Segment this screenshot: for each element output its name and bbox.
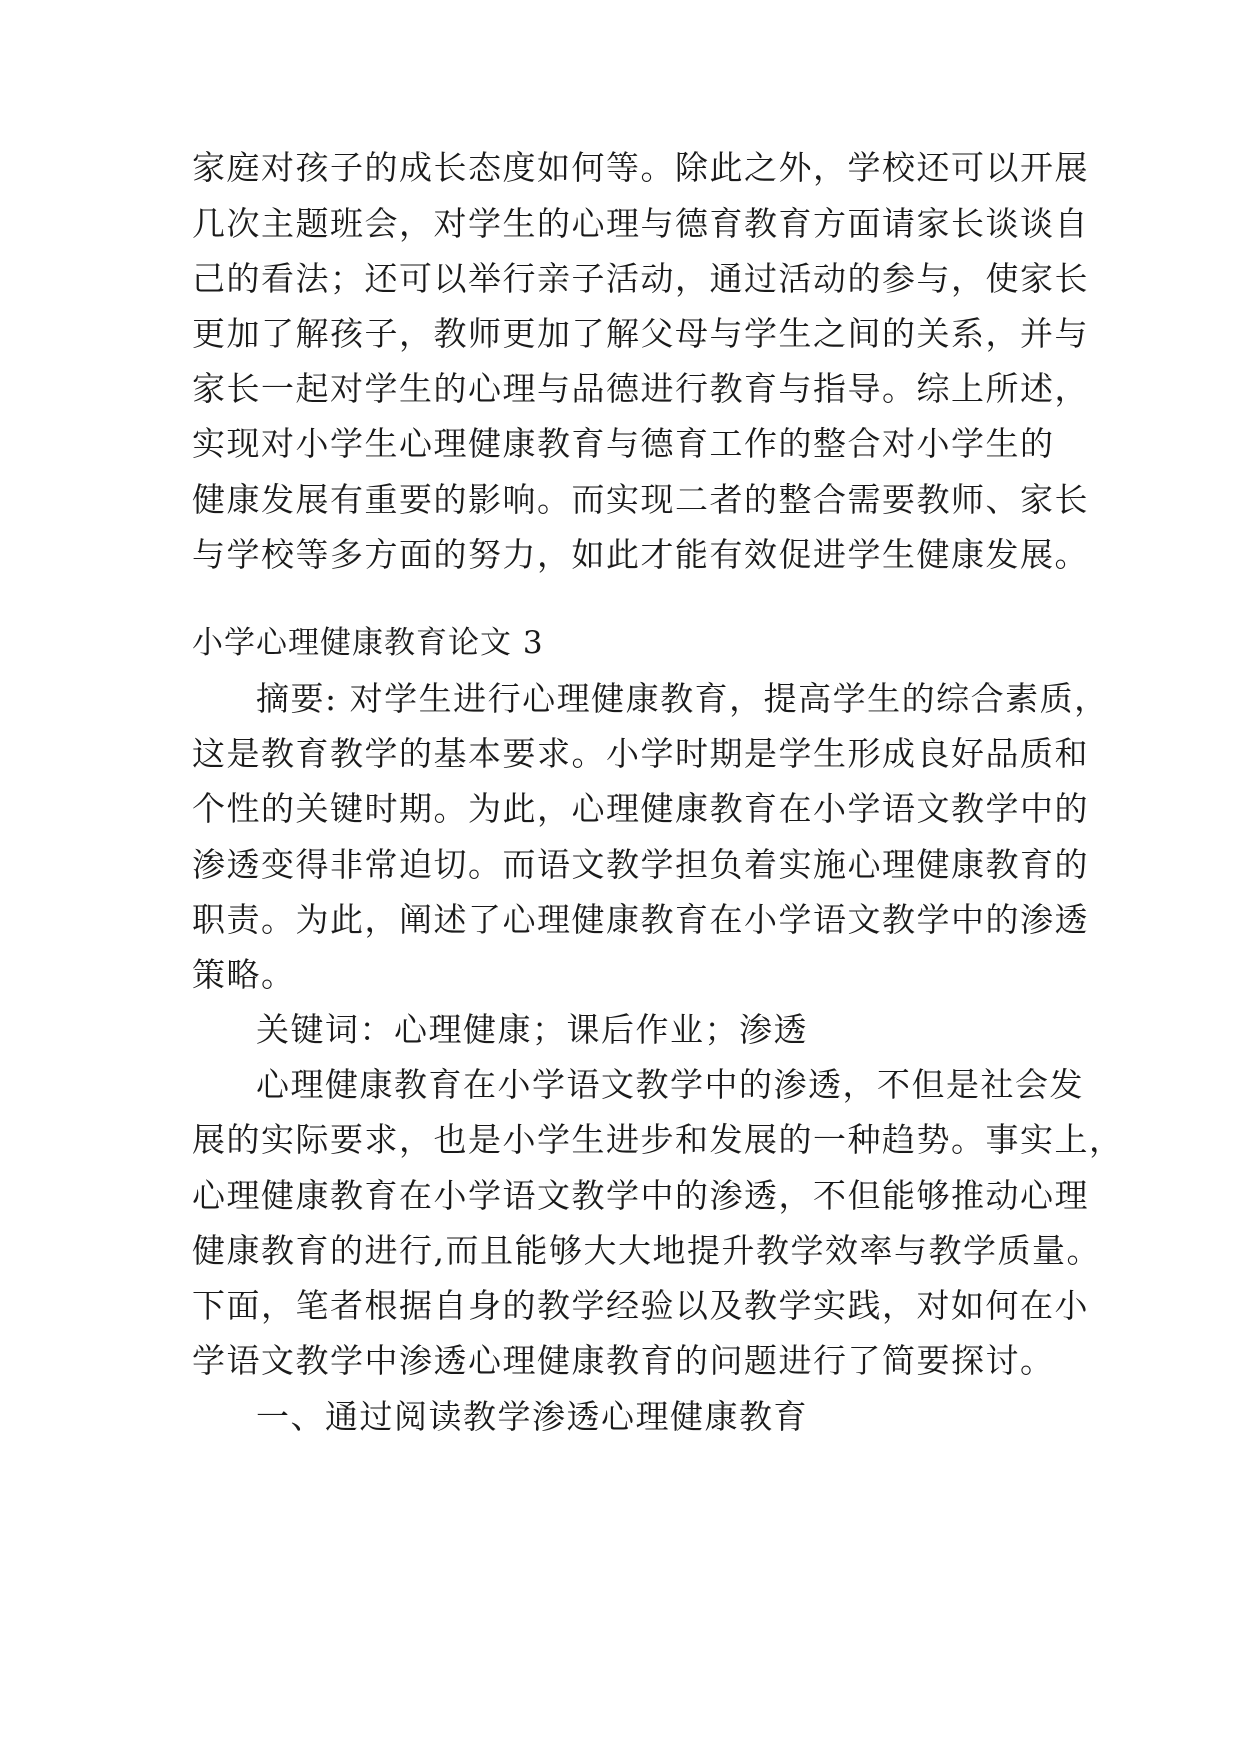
abstract-line: 摘要: 对学生进行心理健康教育，提高学生的综合素质，	[256, 679, 1109, 718]
abstract-line: 这是教育教学的基本要求。小学时期是学生形成良好品质和	[192, 734, 1089, 773]
abstract-line: 个性的关键时期。为此，心理健康教育在小学语文教学中的	[192, 789, 1089, 828]
intro-line: 心理健康教育在小学语文教学中的渗透，不但是社会发	[256, 1065, 1084, 1104]
paragraph-line: 与学校等多方面的努力，如此才能有效促进学生健康发展。	[192, 535, 1089, 574]
abstract-line: 策略。	[192, 955, 296, 994]
paragraph-line: 健康发展有重要的影响。而实现二者的整合需要教师、家长	[192, 480, 1089, 519]
subheading: 一、通过阅读教学渗透心理健康教育	[256, 1397, 808, 1436]
paragraph-line: 几次主题班会，对学生的心理与德育教育方面请家长谈谈自	[192, 204, 1089, 243]
section-title: 小学心理健康教育论文 3	[192, 625, 544, 661]
intro-line: 健康教育的进行,而且能够大大地提升教学效率与教学质量。	[192, 1231, 1101, 1270]
paragraph-line: 家长一起对学生的心理与品德进行教育与指导。综上所述，	[192, 369, 1089, 408]
intro-line: 展的实际要求，也是小学生进步和发展的一种趋势。事实上，	[192, 1120, 1124, 1159]
intro-line: 心理健康教育在小学语文教学中的渗透，不但能够推动心理	[192, 1176, 1089, 1215]
paragraph-line: 己的看法；还可以举行亲子活动，通过活动的参与，使家长	[192, 259, 1089, 298]
intro-line: 学语文教学中渗透心理健康教育的问题进行了简要探讨。	[192, 1341, 1055, 1380]
paragraph-line: 实现对小学生心理健康教育与德育工作的整合对小学生的	[192, 424, 1055, 463]
abstract-line: 职责。为此，阐述了心理健康教育在小学语文教学中的渗透	[192, 900, 1089, 939]
paragraph-line: 更加了解孩子，教师更加了解父母与学生之间的关系，并与	[192, 314, 1089, 353]
abstract-line: 渗透变得非常迫切。而语文教学担负着实施心理健康教育的	[192, 845, 1089, 884]
keywords-line: 关键词：心理健康；课后作业；渗透	[256, 1010, 808, 1049]
paragraph-line: 家庭对孩子的成长态度如何等。除此之外，学校还可以开展	[192, 148, 1089, 187]
intro-line: 下面，笔者根据自身的教学经验以及教学实践，对如何在小	[192, 1286, 1089, 1325]
